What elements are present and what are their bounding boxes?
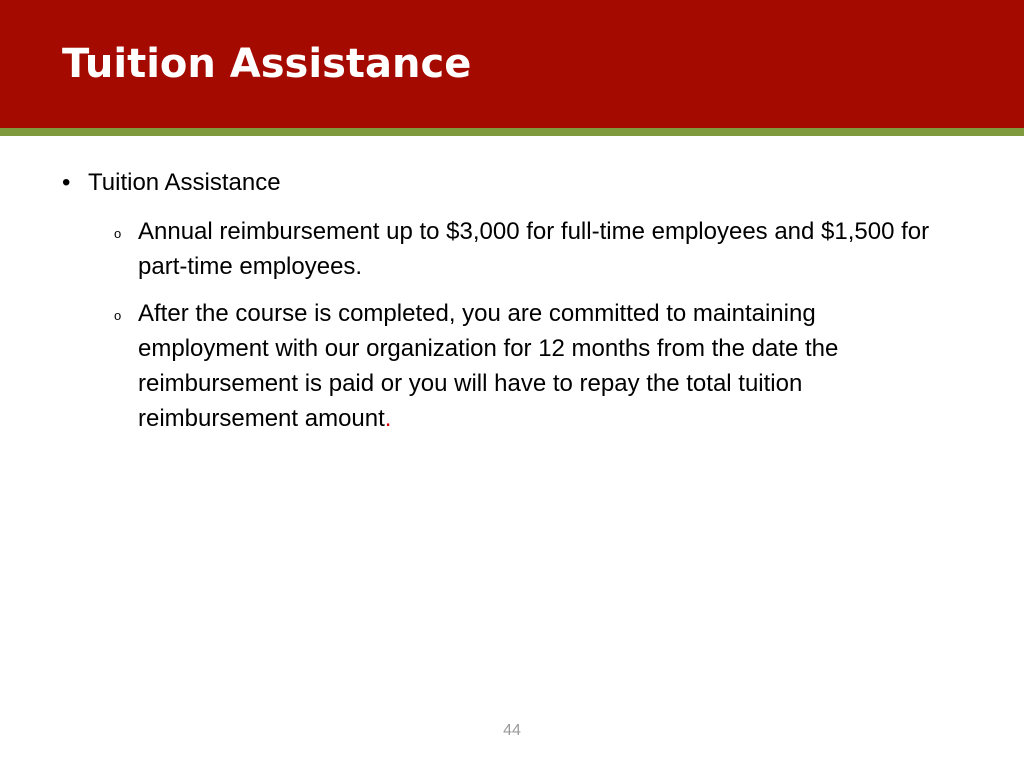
sub-bullet-item [60,296,940,436]
sub-bullet-circle-icon: o [114,308,122,323]
sub-bullet-trailing-period: . [384,405,392,432]
slide-body [60,166,960,448]
sub-bullet-list [60,214,960,436]
sub-bullet-item [60,214,940,284]
bullet-dot-icon: • [62,169,71,196]
sub-bullet-circle-icon: o [114,226,122,241]
slide-header [0,0,1024,128]
bullet-item [60,166,960,200]
page-number: 44 [503,722,521,739]
bullet-text: Tuition Assistance [88,169,281,196]
sub-bullet-text: After the course is completed, you are committed to maintaining employment with our organization for 12 months from the date the reimbursement is paid or you will have to repay the total tuition reimbursement amount [138,300,839,432]
sub-bullet-text: Annual reimbursement up to $3,000 for full-time employees and $1,500 for part-time employees. [138,218,930,280]
header-divider [0,128,1024,136]
slide-title: Tuition Assistance [62,41,472,87]
